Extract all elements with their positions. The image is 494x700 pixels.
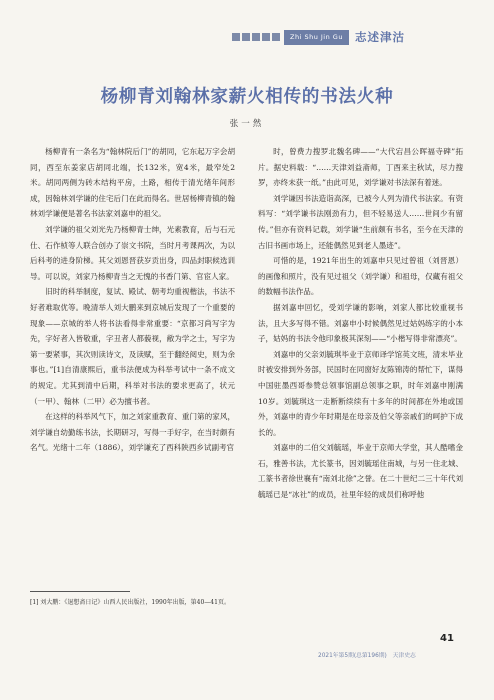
header-decor-squares xyxy=(232,33,280,41)
right-column xyxy=(258,144,463,503)
paragraph: 刘嘉申的父亲刘毓琪毕业于京师译学馆英文班，清末毕业时被安排到外务部，民国时在同窗好友陈锦涛的帮忙下，谋得中国驻墨西哥参赞总领事馆副总领事之职，时年刘嘉申刚满10岁。刘毓琪这一走断断续续有十多年的时间都在外地或国外，刘嘉申的青少年时期是在母亲及伯父等亲戚们的呵护下成长的。 xyxy=(258,349,463,437)
paragraph: 旧时的科举制度，复试、殿试、朝考均重视楷法，书法不好者难取优等。晚清举人刘大鹏来到京城后发现了一个重要的现象——京城的举人将书法看得非常重要：“京都习尚写字为先，字好者入皆敬重，字丑者人都藐视，敝为学之士，写字为第一要紧事，其次则读诗文，及读赋，至于翻经阅史，则为余事也。”[1]自清康熙后，重书法便成为科举考试中一条不成文的规定。尤其到清中后期，科举对书法的要求更高了，状元（一甲）、翰林（二甲）必为擅书者。 xyxy=(30,287,235,406)
header-pinyin: Zhi Shu Jin Gu xyxy=(290,33,343,41)
decor-square xyxy=(232,33,240,41)
paragraph: 刘学谦因书法造诣高深，已被今人列为清代书法家。有资料写：“刘学谦书法刚劲有力，但不轻易送人……世间少有留传。”但亦有资料记载，刘学谦“生前颇有书名，至今在天津的古旧书画市场上，还能偶然见到老人墨迹”。 xyxy=(258,193,463,250)
paragraph: 时，曾费力搜罗北魏名碑——“大代宕昌公晖福寺碑”拓片。据史料载：“……天津刘益斋师，丁酉来主秋试，尽力搜罗，亦终未获一纸。”由此可见，刘学谦对书法深有着迷。 xyxy=(258,147,463,188)
paragraph: 杨柳青有一条名为“翰林院后门”的胡同，它东起万字会胡同，西至东姜家店胡同北端，长132米，宽4米，最窄处2米。胡同两侧为砖木结构平房，土路，相传于清光绪年间形成，因翰林刘学谦的住宅后门在此而得名。世居杨柳青镇的翰林刘学谦便是著名书法家刘嘉申的祖父。 xyxy=(30,147,235,219)
decor-square xyxy=(252,33,260,41)
paragraph: 可惜的是，1921年出生的刘嘉申只见过曾祖（刘晋恩）的画像和照片，没有见过祖父（刘学谦）和祖母，仅藏有祖父的数幅书法作品。 xyxy=(258,256,463,297)
decor-square xyxy=(272,33,280,41)
article-author: 张一然 xyxy=(229,119,265,129)
column-title: 志述津沽 xyxy=(354,30,405,44)
article-title: 杨柳青刘翰林家薪火相传的书法火种 xyxy=(100,87,394,107)
paragraph: 在这样的科举风气下，加之刘家重教育、重门第的家风，刘学谦自幼勤练书法，长期研习，写得一手好字，在当时颇有名气。光绪十二年（1886），刘学谦充了西科陕西乡试副考官 xyxy=(30,412,235,453)
page-number: 41 xyxy=(440,633,454,644)
decor-square xyxy=(242,33,250,41)
header-bar xyxy=(284,30,349,45)
paragraph: 刘嘉申的二伯父刘毓瑶，毕业于京师大学堂，其人酷嗜金石，雅善书法，尤长篆书，因刘毓瑶住南城，与另一住北城、工篆书者徐世襄有“南刘北徐”之誉。在二十世纪二三十年代刘毓瑶已是“冰社”的成员，社里年轻的成员们称呼他 xyxy=(258,443,463,500)
footnote: [1] 刘大鹏：《退想斋日记》山西人民出版社，1990年出版，第40—41页。 xyxy=(30,599,230,606)
column-header xyxy=(232,28,466,46)
paragraph: 刘学谦的祖父刘光先乃杨柳青士绅，光素教育，后与石元仕、石作桢等人联合创办了崇文书院，当时月考课两次，为以后科考的进身阶梯。其父刘恩晋获岁贡出身，四品封职候选训导。可以说，刘家乃杨柳青当之无愧的书香门第、官宦人家。 xyxy=(30,224,235,281)
decor-square xyxy=(262,33,270,41)
issue-info: 2021年第5期(总第196期) 天津史志 xyxy=(318,653,416,659)
left-column xyxy=(30,144,235,456)
footnote-divider xyxy=(30,591,130,592)
paragraph: 据刘嘉申回忆，受刘学谦的影响，刘家人都比较重视书法，且大多写得不错。刘嘉申小时候偶然见过姑妈练字的小本子，姑妈的书法令他印象极其深刻——“小楷写得非常漂亮”。 xyxy=(258,302,463,344)
